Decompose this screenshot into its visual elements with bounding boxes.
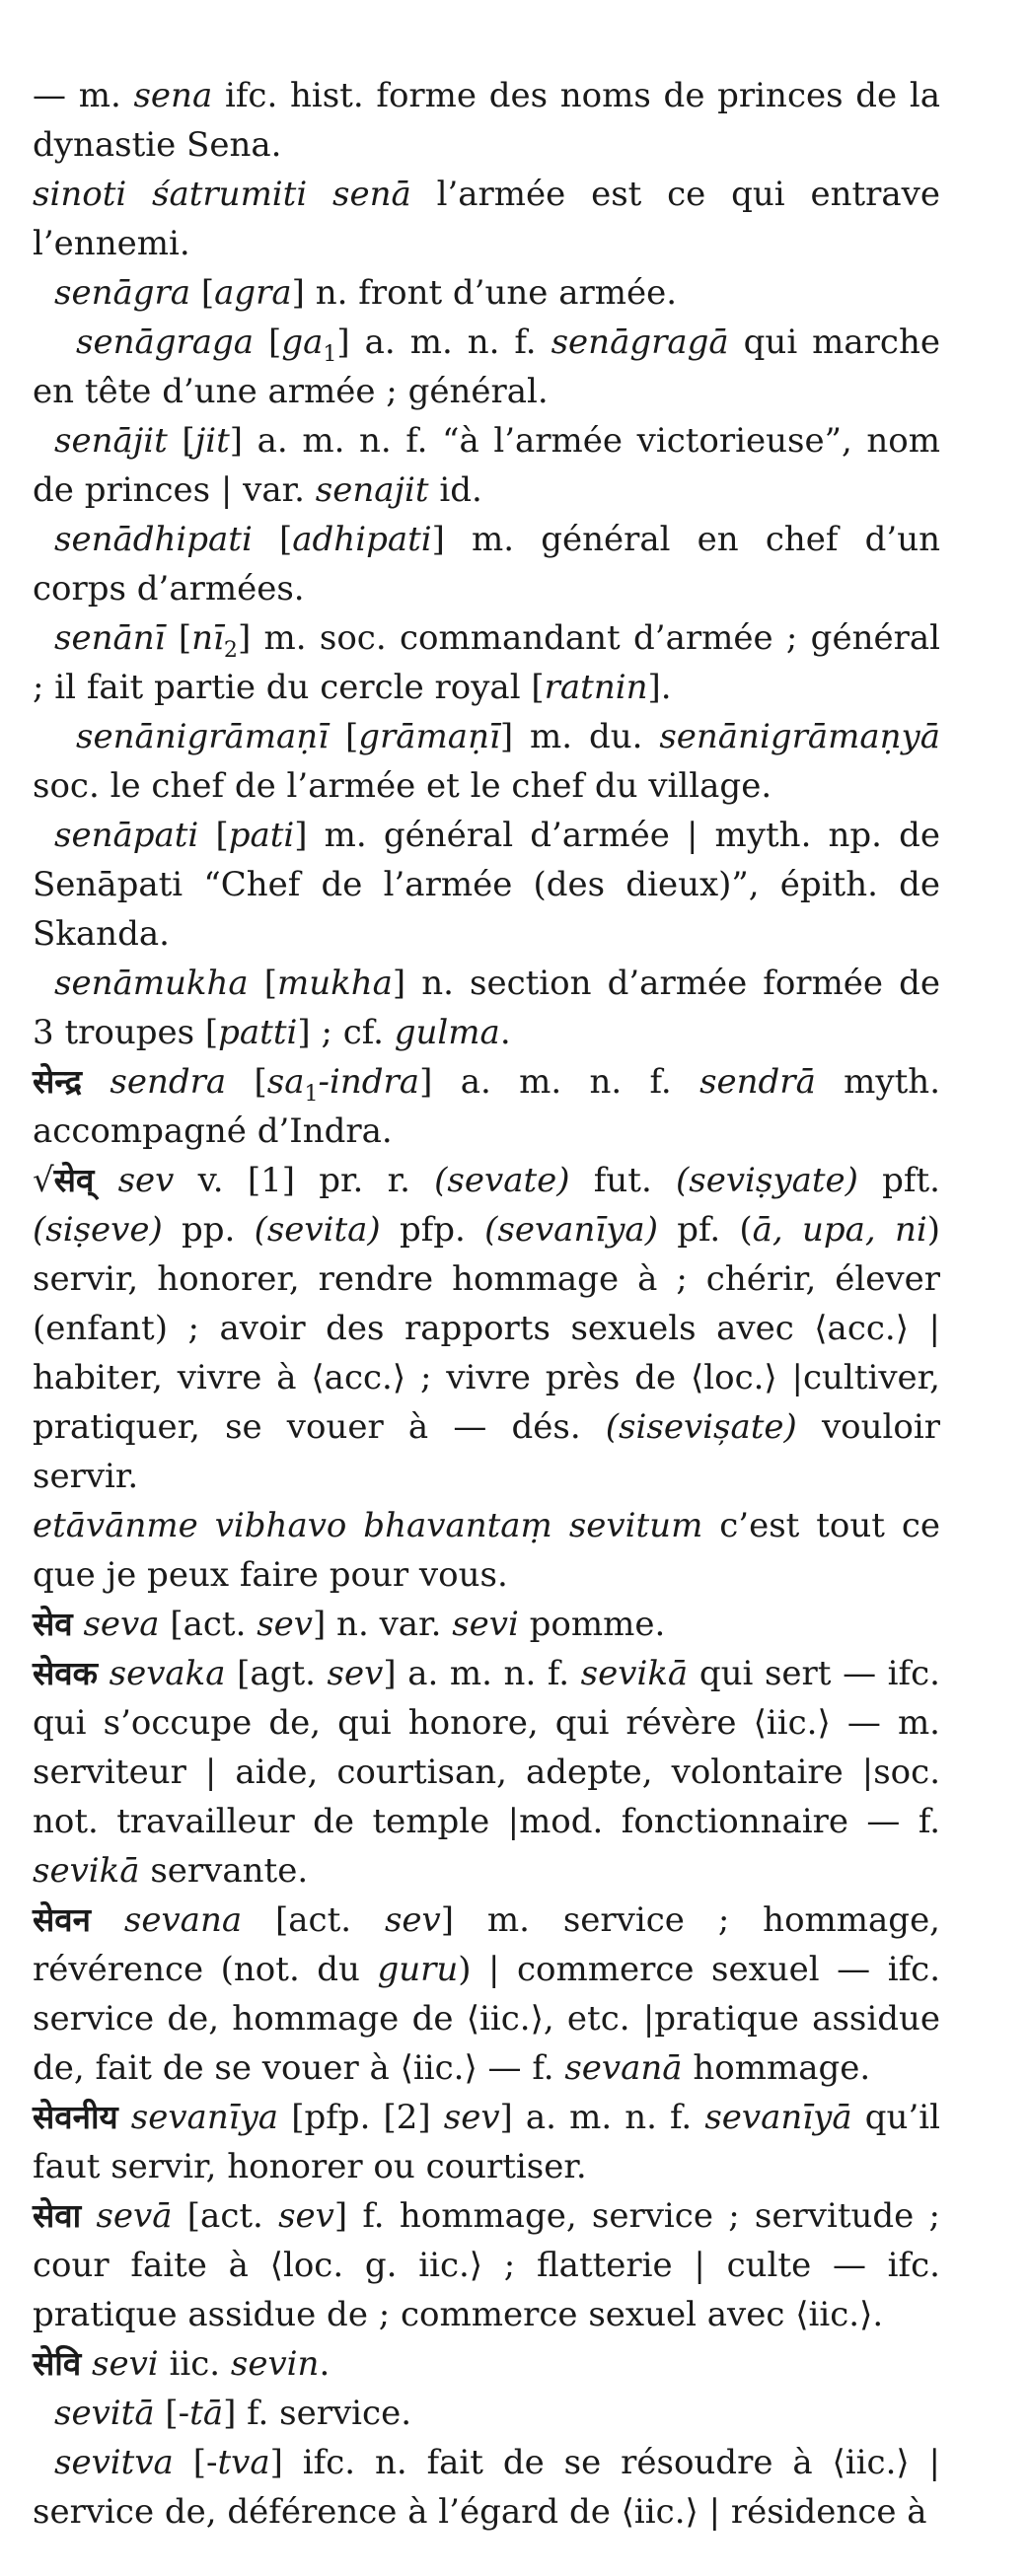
entry-text: pft. [857,1161,940,1200]
devanagari-headword: सेन्द्र [33,1062,83,1101]
italic-term: sevanā [564,2048,683,2088]
entry-text: ] m. général en chef d’un corps d’armées. [33,520,940,608]
entry-text: ifc. hist. forme des noms de princes de la dynastie Sena. [33,76,941,165]
italic-term: sevitā [54,2394,155,2433]
italic-term: pati [228,816,295,855]
entry-text: ) servir, honorer, rendre hommage à ; chérir, élever (enfant) ; avoir des rapports sexuels avec ⟨acc.⟩ | habiter, vivre à ⟨acc.⟩ ; vivre près de ⟨loc.⟩ |cultiver, pratiquer, se vouer à — dés. [33,1210,940,1447]
dictionary-entry [33,1600,940,1649]
italic-term: sevitva [54,2443,174,2482]
entry-text: 1 [323,340,337,367]
italic-term: sev [327,1654,384,1693]
entry-text: id. [428,470,482,510]
italic-term: (sevanīya) [484,1210,658,1250]
italic-term: tā [189,2394,224,2433]
entry-text: ] f. hommage, service ; servitude ; cour faite à ⟨loc. g. iic.⟩ ; flatterie | culte — ifc. pratique assidue de ; commerce sexuel avec ⟨iic.⟩. [33,2196,940,2334]
dictionary-entry [33,170,940,268]
dictionary-entry [33,268,940,318]
entry-text [91,1900,124,1940]
italic-term: etāvānme vibhavo bhavantaṃ sevitum [33,1506,703,1545]
entry-text: fut. [569,1161,676,1200]
italic-term: senānigrāmaṇyā [659,717,940,756]
italic-term: (sevita) [254,1210,381,1250]
italic-term: patti [218,1013,298,1052]
entry-text: ] a. m. n. f. “à l’armée victorieuse”, nom de princes | var. [33,421,940,510]
entry-text: [act. [172,2196,279,2236]
entry-text: . [499,1013,511,1052]
italic-term: sev [384,1900,441,1940]
entry-text: 1 [304,1080,319,1107]
italic-term: sevana [123,1900,243,1940]
entry-text: iic. [158,2344,231,2384]
entry-text: pfp. [380,1210,485,1250]
entry-text: [ [254,322,282,362]
devanagari-headword: सेव [33,1605,73,1643]
entry-text: [ [167,421,195,461]
entry-text: ] n. front d’une armée. [291,273,678,313]
entry-text: — m. [33,76,134,115]
entry-text: hommage. [682,2048,871,2088]
entry-text: ] m. soc. commandant d’armée ; général ; il fait partie du cercle royal [ [33,618,940,707]
italic-term: senāgragā [551,322,729,362]
devanagari-headword: सेव् [53,1161,95,1199]
italic-term: agra [214,273,292,313]
dictionary-entry [33,613,940,712]
entry-text: ] a. m. n. f. [499,2098,705,2137]
entry-text: [ [329,717,359,756]
italic-term: sevi [452,1605,519,1644]
italic-term: sev [278,2196,334,2236]
italic-term: sevikā [33,1851,140,1891]
italic-term: sevanīyā [704,2098,852,2137]
italic-term: senādhipati [54,520,253,559]
italic-term: (sevate) [434,1161,570,1200]
entry-text: [act. [242,1900,385,1940]
entry-text: ] m. du. [499,717,660,756]
entry-text: c’est tout ce que je peux faire pour vous. [33,1506,940,1595]
entry-text: pomme. [518,1605,666,1644]
entry-text: ] m. général d’armée | myth. np. de Senāpati “Chef de l’armée (des dieux)”, épith. de Skanda. [33,816,940,954]
dictionary-entry [33,2191,940,2339]
italic-term: grāmaṇī [358,717,500,756]
devanagari-headword: सेवक [33,1654,98,1692]
entry-text: [ [226,1062,267,1102]
entry-text: pf. ( [657,1210,753,1250]
entry-text [118,2098,131,2137]
dictionary-entry [33,2389,940,2438]
dictionary-entry [33,318,940,416]
entry-text: qui marche en tête d’une armée ; général. [33,322,940,411]
dictionary-entry [33,712,940,811]
dictionary-entry [33,1057,940,1156]
entry-text: ] ; cf. [297,1013,395,1052]
entry-text: soc. le chef de l’armée et le chef du village. [33,766,772,806]
devanagari-headword: सेवन [33,1900,91,1939]
italic-term: senājit [54,421,168,461]
dictionary-entry [33,1501,940,1600]
entry-text: ] a. m. n. f. [419,1062,700,1102]
dictionary-entry [33,1649,940,1896]
italic-term: sevi [92,2344,159,2384]
entry-text: qu’il faut servir, honorer ou courtiser. [33,2098,940,2186]
italic-term: jit [194,421,230,461]
entry-text: [ [190,273,215,313]
entry-text: ]. [647,668,672,707]
italic-term: sev [443,2098,500,2137]
italic-term: adhipati [292,520,432,559]
italic-term: ā, upa, ni [752,1210,927,1250]
entry-text: ] f. service. [223,2394,412,2433]
italic-term: (sisevișate) [605,1407,797,1447]
italic-term: senāpati [54,816,199,855]
italic-term: sev [117,1161,175,1200]
italic-term: senāgra [54,273,191,313]
italic-term: senāgraga [76,322,255,362]
entry-text: [ [248,964,277,1003]
italic-term: tva [217,2443,270,2482]
dictionary-entry [33,1156,940,1501]
entry-text: ] a. m. n. f. [336,322,551,362]
entry-text: √ [33,1161,54,1200]
dictionary-entry [33,1896,940,2093]
italic-term: (siṣeve) [33,1210,163,1250]
italic-term: sevikā [580,1654,689,1693]
entry-text: ) | commerce sexuel — ifc. service de, hommage de ⟨iic.⟩, etc. |pratique assidue de, fait de se vouer à ⟨iic.⟩ — f. [33,1950,940,2088]
italic-term: senānigrāmaṇī [76,717,330,756]
italic-term: ga [281,322,324,362]
italic-term: sevin [230,2344,320,2384]
entry-text: [- [173,2443,218,2482]
dictionary-entry [33,959,940,1057]
entry-text: 2 [223,636,238,663]
dictionary-entry [33,811,940,959]
entry-text: servante. [139,1851,309,1891]
italic-term: (seviṣyate) [676,1161,858,1200]
dictionary-entry [33,2438,940,2537]
entry-text: myth. accompagné d’Indra. [33,1062,940,1151]
italic-term: senānī [54,618,166,658]
entry-text: [act. [159,1605,257,1644]
entry-text [81,2344,92,2384]
entry-text [73,1605,84,1644]
dictionary-entry [33,71,940,170]
italic-term: ratnin [544,668,648,707]
italic-term: guru [377,1950,459,1989]
italic-term: sendra [110,1062,227,1102]
italic-term: -indra [318,1062,420,1102]
devanagari-headword: सेवि [33,2344,82,2383]
entry-text: [ [252,520,293,559]
entry-text: [- [154,2394,190,2433]
dictionary-entry [33,2093,940,2191]
italic-term: senāmukha [54,964,249,1003]
italic-term: sevaka [109,1654,226,1693]
entry-text: [agt. [225,1654,328,1693]
italic-term: sev [257,1605,313,1644]
entry-text [94,1161,117,1200]
italic-term: nī [191,618,224,658]
dictionary-entry [33,416,940,515]
italic-term: sevanīya [130,2098,279,2137]
entry-text [98,1654,110,1693]
entry-text [82,1062,110,1102]
italic-term: sa [266,1062,305,1102]
entry-text: [ [165,618,192,658]
entry-text: [pfp. [2] [278,2098,444,2137]
devanagari-headword: सेवा [33,2196,82,2235]
entry-text: l’armée est ce qui entrave l’ennemi. [33,175,940,263]
entry-text: ] a. m. n. f. [383,1654,581,1693]
entry-text: v. [1] pr. r. [174,1161,435,1200]
entry-text: pp. [162,1210,255,1250]
italic-term: senajit [315,470,429,510]
italic-term: mukha [277,964,393,1003]
italic-term: sinoti śatrumiti senā [33,175,411,214]
italic-term: gulma [394,1013,500,1052]
entry-text: [ [198,816,229,855]
italic-term: sendrā [699,1062,816,1102]
entry-text: vouloir servir. [33,1407,940,1496]
entry-text: qui sert — ifc. qui s’occupe de, qui honore, qui révère ⟨iic.⟩ — m. serviteur | aide, courtisan, adepte, volontaire |soc. not. travailleur de temple |mod. fonctionnaire — f. [33,1654,940,1841]
italic-term: sena [133,76,213,115]
entry-text: ] m. service ; hommage, révérence (not. du [33,1900,940,1989]
entry-text: ] n. var. [312,1605,453,1644]
dictionary-entry [33,515,940,613]
dictionary-entry [33,2339,940,2389]
devanagari-headword: सेवनीय [33,2098,118,2136]
italic-term: seva [83,1605,160,1644]
entry-text: . [319,2344,331,2384]
entry-text: ] n. section d’armée formée de 3 troupes [ [33,964,941,1052]
italic-term: sevā [96,2196,173,2236]
entry-text [81,2196,96,2236]
entry-text: ] ifc. n. fait de se résoudre à ⟨iic.⟩ | service de, déférence à l’égard de ⟨iic.⟩ | résidence à [33,2443,940,2532]
